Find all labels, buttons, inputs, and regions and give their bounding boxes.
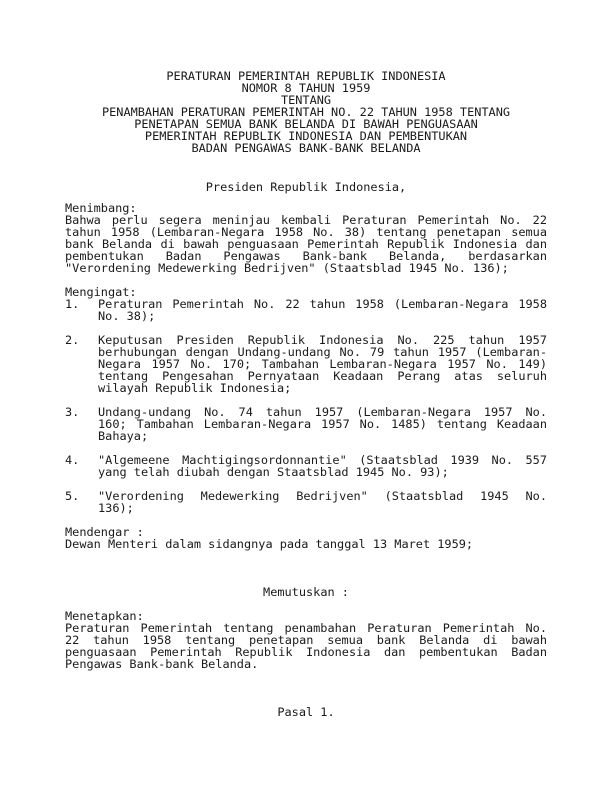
text-line: wilayah Republik Indonesia; bbox=[98, 381, 292, 395]
section-mendengar bbox=[65, 526, 547, 550]
text-line: Dewan Menteri dalam sidangnya pada tanggal 13 Maret 1959; bbox=[65, 537, 474, 551]
list-item-number: 3. bbox=[65, 405, 80, 419]
text-line: "Verordening Medewerking Bedrijven" (Staatsblad 1945 No. bbox=[98, 489, 547, 503]
list-item-number: 1. bbox=[65, 297, 80, 311]
text-line: Peraturan Pemerintah No. 22 tahun 1958 (Lembaran-Negara 1958 bbox=[98, 297, 547, 311]
section-label-menimbang: Menimbang: bbox=[65, 201, 137, 215]
list-item-number: 2. bbox=[65, 333, 80, 347]
salutation-line: Presiden Republik Indonesia, bbox=[205, 180, 407, 194]
list-item bbox=[65, 490, 547, 514]
text-line: Pengawas Bank-bank Belanda. bbox=[65, 657, 259, 671]
section-label-mendengar: Mendengar : bbox=[65, 525, 144, 539]
text-line: PENETAPAN SEMUA BANK BELANDA DI BAWAH PENGUASAAN bbox=[134, 117, 478, 131]
memutuskan-heading: Memutuskan : bbox=[263, 585, 349, 599]
mendengar-paragraph bbox=[65, 538, 547, 550]
section-label-mengingat: Mengingat: bbox=[65, 285, 137, 299]
text-line: No. 38); bbox=[98, 309, 156, 323]
text-line: penguasaan Pemerintah Republik Indonesia dan pembentukan Badan bbox=[65, 645, 547, 659]
list-item-number: 4. bbox=[65, 453, 80, 467]
menetapkan-paragraph bbox=[65, 622, 547, 670]
text-line: tentang Pengesahan Pernyataan Keadaan Perang atas seluruh bbox=[98, 369, 547, 383]
text-line: Bahwa perlu segera meninjau kembali Peraturan Pemerintah No. 22 bbox=[65, 213, 547, 227]
list-item bbox=[65, 298, 547, 322]
text-line: TENTANG bbox=[280, 93, 332, 107]
text-line: Negara 1957 No. 170; Tambahan Lembaran-Negara 1957 No. 149) bbox=[98, 357, 547, 371]
text-line: berhubungan dengan Undang-undang No. 79 tahun 1957 (Lembaran- bbox=[98, 345, 547, 359]
text-line: 136); bbox=[98, 501, 134, 515]
menimbang-paragraph bbox=[65, 214, 547, 274]
text-line: PEMERINTAH REPUBLIK INDONESIA DAN PEMBENTUKAN bbox=[144, 129, 468, 143]
text-line: tahun 1958 (Lembaran-Negara 1958 No. 38) tentang penetapan semua bbox=[65, 225, 547, 239]
section-menetapkan bbox=[65, 610, 547, 670]
text-line: yang telah diubah dengan Staatsblad 1945 No. 93); bbox=[98, 465, 449, 479]
text-line: Bahaya; bbox=[98, 429, 149, 443]
section-menimbang bbox=[65, 202, 547, 274]
text-line: PERATURAN PEMERINTAH REPUBLIK INDONESIA bbox=[166, 69, 446, 83]
list-item-number: 5. bbox=[65, 489, 80, 503]
text-line: Peraturan Pemerintah tentang penambahan Peraturan Pemerintah No. bbox=[65, 621, 547, 635]
list-item bbox=[65, 454, 547, 478]
text-line: pembentukan Badan Pengawas Bank-bank Belanda, berdasarkan bbox=[65, 249, 547, 263]
text-line: "Algemeene Machtigingsordonnantie" (Staatsblad 1939 No. 557 bbox=[98, 453, 547, 467]
text-line: BADAN PENGAWAS BANK-BANK BELANDA bbox=[191, 141, 421, 155]
text-line: Keputusan Presiden Republik Indonesia No. 225 tahun 1957 bbox=[98, 333, 547, 347]
list-item bbox=[65, 406, 547, 442]
section-mengingat bbox=[65, 286, 547, 514]
text-line: Undang-undang No. 74 tahun 1957 (Lembaran-Negara 1957 No. bbox=[98, 405, 547, 419]
text-line: bank Belanda di bawah penguasaan Pemerintah Republik Indonesia dan bbox=[65, 237, 547, 251]
text-line: NOMOR 8 TAHUN 1959 bbox=[241, 81, 371, 95]
text-line: "Verordening Medewerking Bedrijven" (Staatsblad 1945 No. 136); bbox=[65, 261, 509, 275]
section-label-menetapkan: Menetapkan: bbox=[65, 609, 144, 623]
text-line: 22 tahun 1958 tentang penetapan semua bank Belanda di bawah bbox=[65, 633, 547, 647]
document-title bbox=[65, 70, 547, 154]
text-line: 160; Tambahan Lembaran-Negara 1957 No. 1485) tentang Keadaan bbox=[98, 417, 547, 431]
mengingat-numbered-list bbox=[65, 298, 547, 514]
pasal-1-heading: Pasal 1. bbox=[277, 705, 335, 719]
text-line: PENAMBAHAN PERATURAN PEMERINTAH NO. 22 TAHUN 1958 TENTANG bbox=[101, 105, 511, 119]
list-item bbox=[65, 334, 547, 394]
